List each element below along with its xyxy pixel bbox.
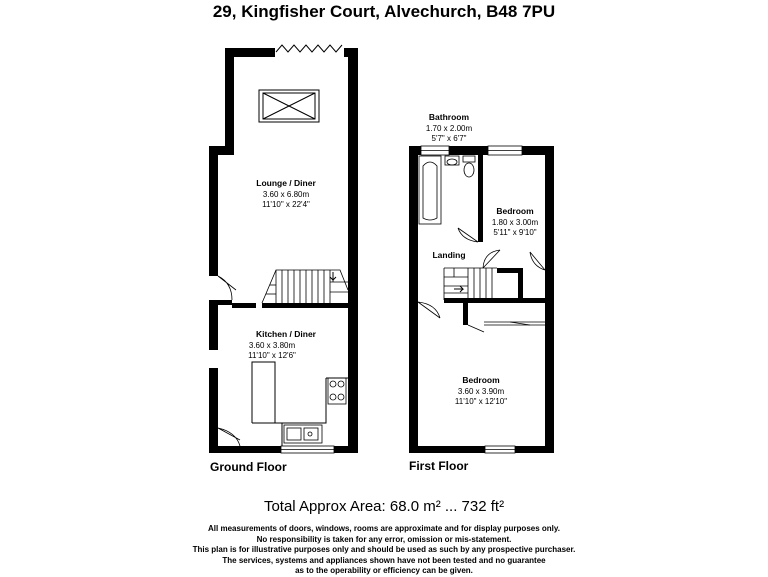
gf-stair-arrow bbox=[330, 272, 336, 280]
gf-internal-wall-a bbox=[232, 303, 256, 308]
ff-door-bedroom2-right bbox=[530, 252, 545, 270]
bedroom1-name: Bedroom bbox=[462, 375, 500, 385]
bedroom2-imperial: 5'11" x 9'10" bbox=[493, 228, 537, 237]
bathroom-metric: 1.70 x 2.00m bbox=[425, 124, 473, 133]
gf-staircase bbox=[262, 270, 348, 303]
bedroom2-name: Bedroom bbox=[496, 206, 534, 216]
ff-door-bedroom1 bbox=[468, 325, 484, 332]
gf-wall-left-bottom bbox=[209, 368, 218, 453]
gf-door-front bbox=[218, 276, 236, 300]
kitchen-metric: 3.60 x 3.80m bbox=[248, 341, 296, 350]
kitchen-imperial: 11'10" x 12'6" bbox=[248, 351, 296, 360]
basin bbox=[445, 156, 459, 165]
ff-internal-landing-c bbox=[518, 268, 523, 303]
disclaimer-line: The services, systems and appliances shown have not been tested and no guarantee bbox=[222, 555, 546, 565]
disclaimer-line: as to the operability or efficiency can be given. bbox=[295, 566, 473, 576]
disclaimer bbox=[0, 524, 768, 577]
ff-wall-bottom-a bbox=[409, 446, 485, 453]
ff-door-landing bbox=[418, 302, 440, 318]
bathroom-imperial: 5'7" x 6'7" bbox=[431, 134, 467, 143]
kitchen-name: Kitchen / Diner bbox=[256, 329, 316, 339]
skylight bbox=[259, 90, 319, 122]
wardrobe bbox=[484, 322, 545, 325]
gf-wall-top-left bbox=[225, 48, 275, 57]
ground-floor-plan bbox=[209, 45, 358, 453]
total-area: Total Approx Area: 68.0 m² ... 732 ft² bbox=[263, 498, 505, 515]
ground-floor-label: Ground Floor bbox=[210, 460, 287, 474]
ff-internal-post bbox=[463, 298, 468, 325]
page-title: 29, Kingfisher Court, Alvechurch, B48 7PU bbox=[212, 2, 556, 21]
bath bbox=[419, 156, 441, 224]
lounge-metric: 3.60 x 6.80m bbox=[262, 190, 310, 199]
landing-name: Landing bbox=[432, 250, 466, 260]
hob bbox=[328, 378, 346, 404]
ff-door-bedroom2 bbox=[483, 250, 500, 268]
gf-wall-bottom-right bbox=[334, 446, 358, 453]
gf-window bbox=[281, 446, 334, 453]
ff-wall-top-a bbox=[409, 146, 421, 155]
ff-wall-left bbox=[409, 146, 418, 453]
lounge-imperial: 11'10" x 22'4" bbox=[262, 200, 310, 209]
gf-wall-bottom-left bbox=[209, 446, 281, 453]
first-floor-label: First Floor bbox=[409, 459, 469, 473]
toilet bbox=[463, 156, 475, 177]
gf-door-side bbox=[218, 428, 240, 446]
bifold-door bbox=[276, 45, 342, 52]
gf-wall-left-stub bbox=[218, 300, 232, 305]
disclaimer-line: All measurements of doors, windows, rooms are approximate and for display purposes only. bbox=[208, 524, 560, 533]
lounge-name: Lounge / Diner bbox=[256, 178, 316, 188]
ff-stair-arrow bbox=[454, 286, 463, 292]
bedroom2-metric: 1.80 x 3.00m bbox=[491, 218, 539, 227]
bedroom1-metric: 3.60 x 3.90m bbox=[457, 387, 505, 396]
gf-wall-left-lounge bbox=[225, 48, 234, 155]
gf-wall-left-upper bbox=[209, 146, 218, 276]
ff-internal-bath-bed bbox=[478, 150, 483, 242]
gf-internal-wall-b bbox=[262, 303, 350, 308]
sink bbox=[284, 425, 322, 443]
bedroom1-imperial: 11'10" x 12'10" bbox=[454, 397, 508, 406]
first-floor-plan bbox=[409, 146, 554, 453]
gf-wall-left-lower bbox=[209, 300, 218, 350]
disclaimer-line: No responsibility is taken for any error, omission or mis-statement. bbox=[256, 534, 512, 544]
bathroom-name: Bathroom bbox=[428, 112, 470, 122]
ff-wall-bottom-b bbox=[515, 446, 554, 453]
ff-internal-bedroom-top bbox=[444, 298, 548, 303]
gf-wall-right bbox=[348, 48, 358, 453]
disclaimer-line: This plan is for illustrative purposes only and should be used as such by any prospective purchaser. bbox=[192, 545, 576, 555]
ff-door-bathroom bbox=[458, 228, 478, 242]
ff-staircase bbox=[444, 268, 497, 300]
